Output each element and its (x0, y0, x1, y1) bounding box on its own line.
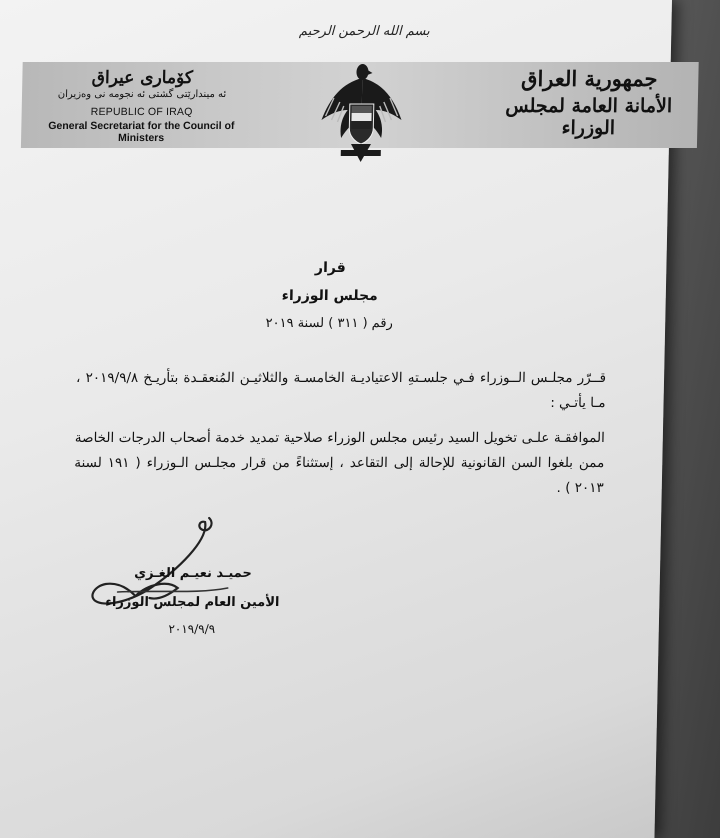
signature-date: ٢٠١٩/٩/٩ (168, 622, 216, 636)
letterhead-right (493, 66, 685, 139)
iraq-eagle-emblem-icon (311, 58, 413, 166)
decision-body (73, 366, 606, 511)
decision-title: قرار (314, 260, 346, 276)
decision-number: رقم ( ٣١١ ) لسنة ٢٠١٩ (265, 316, 394, 331)
signatory-name: حميـد نعيـم الغـزي (133, 566, 252, 581)
decision-intro-paragraph: قــرّر مجلـس الــوزراء فـي جلسـتهِ الاعتياديـة الخامسـة والثلاثيـن المُنعقـدة بتأريـخ ٢٠١٩/٩/٨ ، مـا يأتـي : (75, 370, 607, 411)
arabic-country-name: جمهورية العراق (520, 66, 658, 91)
english-secretariat-name: General Secretariat for the Council of Ministers (48, 120, 235, 144)
english-country-name: REPUBLIC OF IRAQ (90, 106, 193, 118)
signature-block (97, 566, 288, 636)
signatory-title: الأمين العام لمجلس الوزراء (105, 595, 280, 610)
decision-resolution-paragraph: الموافقـة علـى تخويل السيد رئيس مجلس الوزراء صلاحية تمديد خدمة أصحاب الدرجات الخاصة ممن بلغوا السن القانونية للإحالة إلى التقاعد ، إستثناءً من قرار مجلـس الـوزراء ( ١٩١ لسنة ٢٠١٣ ) . (74, 430, 605, 496)
kurdish-country-name: كۆماری عیراق (91, 68, 194, 88)
basmala-text: بسم الله الرحمن الرحيم (298, 24, 430, 39)
letterhead-banner (21, 62, 699, 148)
letterhead-left (31, 68, 253, 144)
kurdish-secretariat-name: ئه ميندارێتی گشتی ئه نجومه نی وەزیران (57, 89, 227, 100)
decision-issuer: مجلس الوزراء (281, 288, 378, 304)
arabic-secretariat-name: الأمانة العامة لمجلس الوزراء (505, 95, 673, 139)
decision-heading (0, 260, 667, 343)
